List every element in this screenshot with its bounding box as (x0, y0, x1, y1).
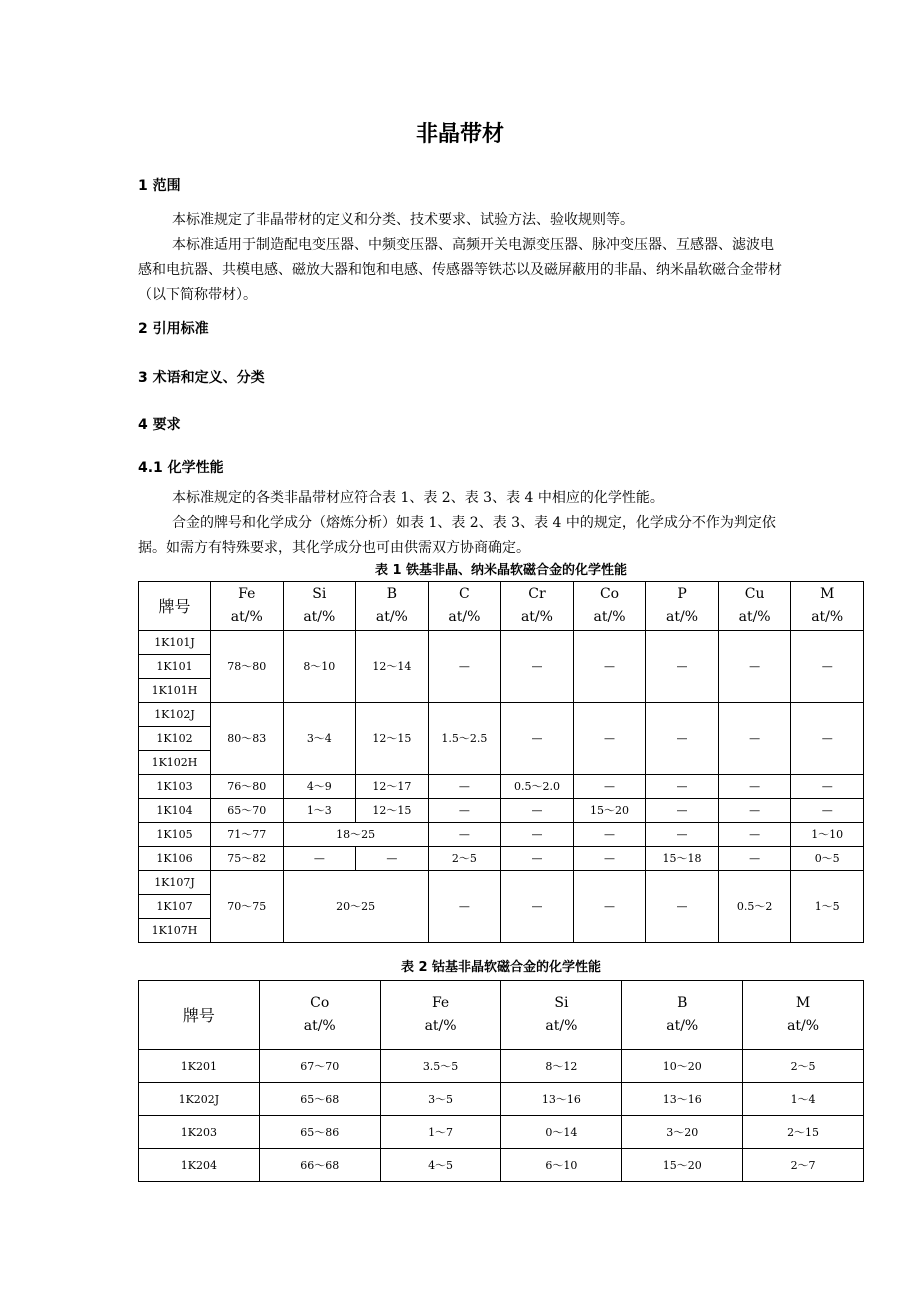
table-row (139, 703, 864, 727)
table1-brand-header: 牌号 (139, 582, 211, 631)
value-cell: — (501, 847, 574, 871)
value-cell: — (428, 775, 501, 799)
table-row (139, 775, 864, 799)
table1-header-cu: Cu at/% (718, 582, 791, 631)
value-cell: — (428, 799, 501, 823)
value-cell: 20～25 (283, 871, 428, 943)
value-cell: 78～80 (211, 631, 284, 703)
table-row (139, 631, 864, 655)
paragraph-scope-1: 本标准规定了非晶带材的定义和分类、技术要求、试验方法、验收规则等。 (172, 212, 634, 228)
brand-cell: 1K102H (139, 751, 211, 775)
table2-caption: 表 2 钴基非晶软磁合金的化学性能 (400, 960, 602, 975)
value-cell: — (718, 775, 791, 799)
table-row (139, 1149, 864, 1182)
value-cell: — (573, 775, 646, 799)
value-cell: 3～4 (283, 703, 356, 775)
table2-brand-header: 牌号 (139, 981, 260, 1050)
value-cell: 2～5 (428, 847, 501, 871)
table1-caption: 表 1 铁基非晶、纳米晶软磁合金的化学性能 (374, 563, 628, 578)
table1-header-co: Co at/% (573, 582, 646, 631)
value-cell: 0.5～2 (718, 871, 791, 943)
table2-header-fe: Fe at/% (380, 981, 501, 1050)
brand-cell: 1K107 (139, 895, 211, 919)
table1-header-cr: Cr at/% (501, 582, 574, 631)
value-cell: — (791, 631, 864, 703)
table1-header-b: B at/% (356, 582, 429, 631)
value-cell: 1～4 (743, 1083, 864, 1116)
table2-header-m: M at/% (743, 981, 864, 1050)
table-row (139, 871, 864, 895)
value-cell: — (356, 847, 429, 871)
value-cell: 12～17 (356, 775, 429, 799)
brand-cell: 1K204 (139, 1149, 260, 1182)
table-row (139, 847, 864, 871)
value-cell: — (501, 823, 574, 847)
value-cell: — (718, 703, 791, 775)
value-cell: — (573, 631, 646, 703)
value-cell: — (791, 799, 864, 823)
value-cell: — (501, 799, 574, 823)
value-cell: 1.5～2.5 (428, 703, 501, 775)
value-cell: — (501, 703, 574, 775)
table1-header-fe: Fe at/% (211, 582, 284, 631)
value-cell: 75～82 (211, 847, 284, 871)
brand-cell: 1K102J (139, 703, 211, 727)
value-cell: 12～15 (356, 703, 429, 775)
section-heading-chemical: 4.1 化学性能 (138, 460, 224, 476)
table-row (139, 1050, 864, 1083)
value-cell: 67～70 (259, 1050, 380, 1083)
value-cell: — (283, 847, 356, 871)
value-cell: — (646, 631, 719, 703)
value-cell: 1～7 (380, 1116, 501, 1149)
value-cell: — (646, 775, 719, 799)
brand-cell: 1K203 (139, 1116, 260, 1149)
table2-header-b: B at/% (622, 981, 743, 1050)
brand-cell: 1K103 (139, 775, 211, 799)
brand-cell: 1K107H (139, 919, 211, 943)
table1-header-m: M at/% (791, 582, 864, 631)
value-cell: 15～20 (622, 1149, 743, 1182)
brand-cell: 1K202J (139, 1083, 260, 1116)
value-cell: 80～83 (211, 703, 284, 775)
value-cell: 8～12 (501, 1050, 622, 1083)
table-row (139, 799, 864, 823)
paragraph-chemical-2: 合金的牌号和化学成分（熔炼分析）如表 1、表 2、表 3、表 4 中的规定，化学成分不作为判定依据。如需方有特殊要求，其化学成分也可由供需双方协商确定。 (138, 515, 776, 556)
value-cell: 3.5～5 (380, 1050, 501, 1083)
brand-cell: 1K107J (139, 871, 211, 895)
value-cell: 13～16 (501, 1083, 622, 1116)
value-cell: 3～20 (622, 1116, 743, 1149)
section-heading-requirements: 4 要求 (138, 417, 181, 433)
value-cell: 2～15 (743, 1116, 864, 1149)
value-cell: 15～18 (646, 847, 719, 871)
value-cell: — (791, 703, 864, 775)
value-cell: 2～5 (743, 1050, 864, 1083)
value-cell: 4～5 (380, 1149, 501, 1182)
value-cell: 3～5 (380, 1083, 501, 1116)
value-cell: — (718, 631, 791, 703)
value-cell: 13～16 (622, 1083, 743, 1116)
value-cell: — (428, 823, 501, 847)
value-cell: — (573, 823, 646, 847)
section-heading-scope: 1 范围 (138, 178, 181, 194)
value-cell: 1～3 (283, 799, 356, 823)
value-cell: 12～14 (356, 631, 429, 703)
brand-cell: 1K104 (139, 799, 211, 823)
value-cell: 2～7 (743, 1149, 864, 1182)
brand-cell: 1K105 (139, 823, 211, 847)
value-cell: — (718, 799, 791, 823)
section-heading-references: 2 引用标准 (138, 321, 209, 337)
value-cell: — (428, 871, 501, 943)
value-cell: — (646, 703, 719, 775)
table1-header-c: C at/% (428, 582, 501, 631)
value-cell: — (428, 631, 501, 703)
value-cell: 70～75 (211, 871, 284, 943)
table1 (138, 581, 864, 943)
value-cell: 12～15 (356, 799, 429, 823)
table2-header-si: Si at/% (501, 981, 622, 1050)
value-cell: — (791, 775, 864, 799)
value-cell: 65～70 (211, 799, 284, 823)
table1-header-p: P at/% (646, 582, 719, 631)
section-heading-terms: 3 术语和定义、分类 (138, 370, 265, 386)
brand-cell: 1K101 (139, 655, 211, 679)
table-row (139, 823, 864, 847)
value-cell: 65～86 (259, 1116, 380, 1149)
value-cell: 71～77 (211, 823, 284, 847)
value-cell: 0～5 (791, 847, 864, 871)
value-cell: — (718, 847, 791, 871)
value-cell: 6～10 (501, 1149, 622, 1182)
value-cell: 4～9 (283, 775, 356, 799)
brand-cell: 1K201 (139, 1050, 260, 1083)
table1-header-row (139, 582, 864, 631)
table2 (138, 980, 864, 1182)
value-cell: — (646, 871, 719, 943)
brand-cell: 1K106 (139, 847, 211, 871)
value-cell: 66～68 (259, 1149, 380, 1182)
value-cell: — (646, 823, 719, 847)
table-row (139, 1116, 864, 1149)
table2-header-row (139, 981, 864, 1050)
paragraph-chemical-1: 本标准规定的各类非晶带材应符合表 1、表 2、表 3、表 4 中相应的化学性能。 (172, 490, 664, 506)
page-title: 非晶带材 (415, 122, 504, 147)
value-cell: — (718, 823, 791, 847)
value-cell: 76～80 (211, 775, 284, 799)
value-cell: — (646, 799, 719, 823)
value-cell: 65～68 (259, 1083, 380, 1116)
brand-cell: 1K101H (139, 679, 211, 703)
value-cell: — (501, 631, 574, 703)
value-cell: — (573, 847, 646, 871)
value-cell: 18～25 (283, 823, 428, 847)
value-cell: 1～10 (791, 823, 864, 847)
value-cell: 15～20 (573, 799, 646, 823)
value-cell: — (501, 871, 574, 943)
table1-header-si: Si at/% (283, 582, 356, 631)
value-cell: — (573, 871, 646, 943)
value-cell: 0.5～2.0 (501, 775, 574, 799)
table-row (139, 1083, 864, 1116)
value-cell: 0～14 (501, 1116, 622, 1149)
brand-cell: 1K102 (139, 727, 211, 751)
value-cell: 10～20 (622, 1050, 743, 1083)
paragraph-scope-2: 本标准适用于制造配电变压器、中频变压器、高频开关电源变压器、脉冲变压器、互感器、滤波电感和电抗器、共模电感、磁放大器和饱和电感、传感器等铁芯以及磁屏蔽用的非晶、纳米晶软磁合金带材（以下简称带材）。 (138, 237, 782, 303)
value-cell: — (573, 703, 646, 775)
value-cell: 1～5 (791, 871, 864, 943)
table2-header-co: Co at/% (259, 981, 380, 1050)
value-cell: 8～10 (283, 631, 356, 703)
brand-cell: 1K101J (139, 631, 211, 655)
